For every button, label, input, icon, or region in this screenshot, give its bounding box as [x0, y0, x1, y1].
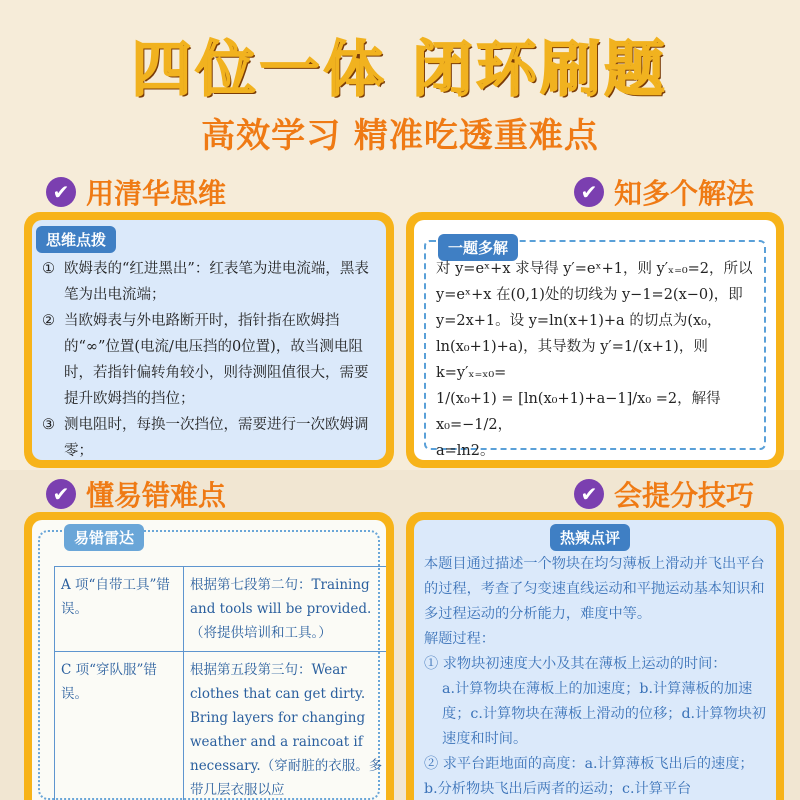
list-item: [42, 308, 374, 412]
section-label: 懂易错难点: [86, 479, 227, 512]
table-row: [55, 567, 387, 652]
list-item: [42, 256, 374, 308]
text-line: 1/(x₀+1) = [ln(x₀+1)+a−1]/x₀ =2，解得 x₀=−1/2，: [436, 391, 721, 433]
check-circle-icon: ✔: [46, 479, 76, 509]
section-label: 会提分技巧: [614, 479, 755, 512]
card-inner: [32, 520, 386, 800]
section-label: 知多个解法: [614, 177, 755, 210]
table-cell: A 项“自带工具”错误。: [55, 567, 184, 652]
item-number: ①: [42, 261, 55, 277]
text-line: a=ln2。: [436, 443, 495, 459]
text-line: y=2x+1。设 y=ln(x+1)+a 的切点为(x₀，: [436, 313, 722, 329]
item-number: ③: [42, 417, 55, 433]
card-tag: 易错雷达: [64, 524, 144, 551]
card-error-radar: [24, 512, 394, 800]
section-heading-2: [574, 172, 754, 212]
card-multiple-solutions: [406, 212, 784, 468]
card-inner: [414, 220, 776, 460]
item-text: 当欧姆表与外电路断开时，指针指在欧姆挡的“∞”位置(电流/电压挡的0位置)，故当测电阻时，若指针偏转角较小，则待测阻值很大，需要提升欧姆挡的挡位；: [64, 313, 369, 407]
text-line: ② 求平台距地面的高度：a.计算薄板飞出后的速度；b.分析物块飞出后两者的运动；c.计算平台: [424, 756, 754, 797]
text-line: 对 y=eˣ+x 求导得 y′=eˣ+1，则 y′ₓ₌₀=2，所以: [436, 261, 753, 277]
card-inner: [414, 520, 776, 800]
page-subtitle: 高效学习 精准吃透重难点: [201, 116, 599, 156]
table-cell: C 项“穿队服”错误。: [55, 652, 184, 800]
card-tag: 热辣点评: [550, 524, 630, 551]
table-cell: 根据第五段第三句：Wear clothes that can get dirty. Bring layers for changing weather and a raincoat if necessary.（穿耐脏的衣服。多带几层衣服以应: [184, 652, 387, 800]
section-label: 用清华思维: [86, 177, 227, 210]
check-circle-icon: ✔: [574, 479, 604, 509]
text-line: ① 求物块初速度大小及其在薄板上运动的时间：: [424, 656, 727, 672]
text-line: ln(x₀+1)+a)，其导数为 y′=1/(x+1)，则 k=y′ₓ₌ₓ₀=: [436, 339, 708, 381]
table-cell: 根据第七段第二句：Training and tools will be provided.（将提供培训和工具。）: [184, 567, 387, 652]
text-line: 本题目通过描述一个物块在均匀薄板上滑动并飞出平台的过程，考查了匀变速直线运动和平抛运动基本知识和多过程运动的分析能力，难度中等。: [424, 556, 765, 622]
card-tag: 一题多解: [438, 234, 518, 261]
card-inner: [32, 220, 386, 460]
text-line: y=eˣ+x 在(0,1)处的切线为 y−1=2(x−0)，即: [436, 287, 743, 303]
section-heading-3: [46, 474, 226, 514]
table-row: [55, 652, 387, 800]
item-text: 测电阻时，每换一次挡位，需要进行一次欧姆调零；: [64, 417, 369, 459]
item-number: ②: [42, 313, 55, 329]
error-table: [54, 566, 386, 800]
text-line: a.计算物块在薄板上的加速度；b.计算薄板的加速度；c.计算物块在薄板上滑动的位移；d.计算物块初速度和时间。: [442, 681, 766, 747]
comment-text: [424, 552, 766, 800]
item-text: 欧姆表的“红进黑出”：红表笔为进电流端，黑表笔为出电流端；: [64, 261, 369, 303]
list-item: [42, 412, 374, 460]
solution-text: [436, 256, 758, 460]
card-thinking-tips: [24, 212, 394, 468]
card-score-tips: [406, 512, 784, 800]
section-heading-1: [46, 172, 226, 212]
text-line: 解题过程：: [424, 631, 495, 647]
check-circle-icon: ✔: [574, 177, 604, 207]
card-tag: 思维点拨: [36, 226, 116, 253]
section-heading-4: [574, 474, 754, 514]
tips-list: [42, 256, 374, 460]
page-title: 四位一体 闭环刷题: [131, 35, 669, 105]
check-circle-icon: ✔: [46, 177, 76, 207]
